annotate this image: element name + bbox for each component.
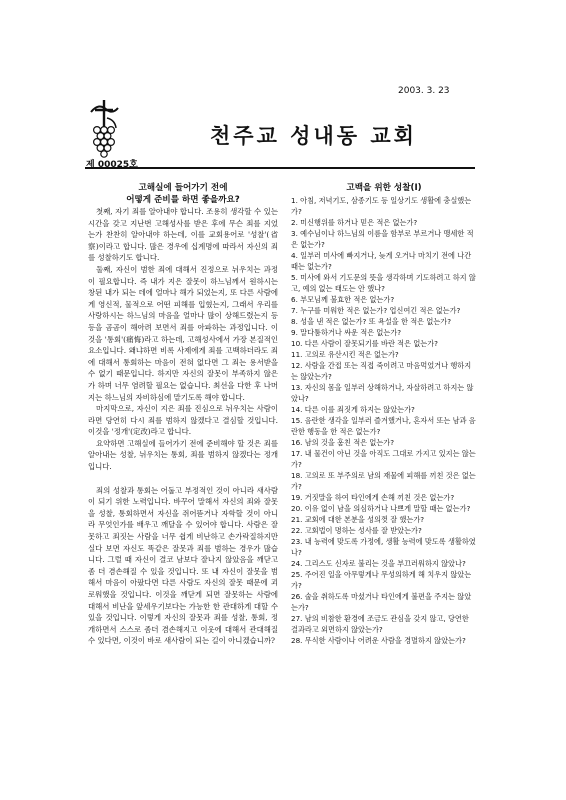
list-item: 17. 내 물건이 아닌 것을 아직도 그대로 가지고 있지는 않는가?	[291, 449, 476, 469]
left-heading-line2: 어떻게 준비를 하면 좋을까요?	[126, 195, 240, 205]
list-item: 24. 그리스도 신자로 불리는 것을 부끄러워하지 않았나?	[291, 559, 466, 568]
list-item: 9. 말다툼하거나 싸운 적은 없는가?	[291, 328, 402, 337]
header-divider	[85, 167, 475, 169]
list-item: 2. 미신행위를 하거나 믿은 적은 없는가?	[291, 218, 418, 227]
list-item: 7. 누구를 미워한 적은 없는가? 업신여긴 적은 없는가?	[291, 306, 461, 315]
list-item: 13. 자신의 몸을 일부러 상해하거나, 자살하려고 하지는 않았나?	[291, 383, 474, 403]
list-item: 19. 거짓말을 하여 타인에게 손해 끼친 것은 없는가?	[291, 493, 455, 502]
list-item: 26. 술을 취하도록 마셨거나 타인에게 불편을 주지는 않았는가?	[291, 592, 472, 612]
cross-grapes-logo	[85, 98, 123, 158]
list-item: 27. 남의 비참한 환경에 조금도 관심을 갖지 않고, 당연한 결과라고 외면하지 않았는가?	[291, 614, 469, 634]
list-item: 14. 다른 이를 죄짓게 하지는 않았는가?	[291, 405, 415, 414]
list-item: 16. 남의 것을 훔친 적은 없는가?	[291, 438, 395, 447]
list-item: 25. 주어진 일을 아무렇게나 무성의하게 해 치우지 않았는가?	[291, 570, 472, 590]
right-column	[291, 182, 477, 646]
list-item: 6. 부모님께 불효한 적은 없는가?	[291, 295, 395, 304]
list-item: 11. 고의로 유산시킨 적은 없는가?	[291, 350, 399, 359]
list-item: 20. 이유 없이 남을 의심하거나 나쁘게 말할 때는 없는가?	[291, 504, 471, 513]
paragraph-resolution: 마지막으로, 자신이 지은 죄를 진심으로 뉘우치는 사람이라면 당연히 다시 죄를 범하지 않겠다고 결심할 것입니다. 이것을 '정개'(定改)라고 합니다.	[88, 404, 278, 437]
bulletin-date: 2003. 3. 23	[398, 86, 450, 96]
list-item: 23. 내 능력에 맞도록 가정에, 생활 능력에 맞도록 생활하였나?	[291, 537, 476, 557]
paragraph-summary: 요약하면 고해실에 들어가기 전에 준비해야 할 것은 죄를 알아내는 성찰, 뉘우치는 통회, 죄를 범하지 않겠다는 정개입니다.	[88, 438, 278, 472]
list-item: 28. 무식한 사람이나 어려운 사람을 경멸하지 않았는가?	[291, 636, 466, 645]
list-item: 5. 미사에 와서 기도문의 뜻을 생각하며 기도하려고 하지 않고, 예의 없는 태도는 안 했나?	[291, 273, 476, 293]
left-heading-line1: 고해실에 들어가기 전에	[138, 183, 228, 193]
paragraph-new-person: 죄의 성찰과 통회는 어둡고 부정적인 것이 아니라 새사람이 되기 위한 노력입니다. 바꾸어 말해서 자신의 죄와 잘못을 성찰, 통회하면서 자신을 쥐어뜯거나 자학할 것이 아니라 무엇인가를 배우고 깨달을 수 있어야 합니다. 사람은 잘못하고 죄짓는 사람을 너무 쉽게 비난하고 손가락질하지만 실다 보면 자신도 똑같은 잘못과 죄를 범하는 경우가 많습니다. 그럴 때 자신이 결코 남보다 잘나지 않았음을 깨닫고 좀 더 겸손해질 수 있을 것입니다. 또 내 자신이 잘못을 범해서 마음이 아팠다면 다른 사람도 자신의 잘못 때문에 괴로워했을 것입니다. 이것을 깨닫게 되면 잘못하는 사람에 대해서 비난을 앞세우기보다는 가능한 한 관대하게 대할 수 있을 것입니다. 이렇게 자신의 잘못과 죄를 성찰, 통회, 정개하면서 스스로 좀더 겸손해지고 이웃에 대해서 관대해질 수 있다면, 이것이 바로 새사람이 되는 길이 아니겠습니까?	[88, 485, 278, 646]
list-item: 18. 고의로 또 부주의로 남의 재물에 피해를 끼친 것은 없는가?	[291, 471, 476, 491]
list-item: 15. 음란한 생각을 일부러 즐겨했거나, 혼자서 또는 남과 음란한 행동을 한 적은 없는가?	[291, 416, 476, 436]
church-name-title: 천주교 성내동 교회	[210, 124, 417, 148]
list-item: 8. 성을 낸 적은 없는가? 또 욕설을 한 적은 없는가?	[291, 317, 452, 326]
list-item: 4. 일부러 미사에 빠지거나, 늦게 오거나 마치기 전에 나간 때는 없는가?	[291, 251, 472, 271]
left-column	[88, 182, 278, 647]
list-item: 3. 예수님이나 하느님의 이름을 함부로 부르거나 맹세한 적은 없는가?	[291, 229, 474, 249]
list-item: 22. 고회법이 명하는 성사를 잘 받았는가?	[291, 526, 422, 535]
list-item: 12. 사람을 간접 또는 직접 죽이려고 마음먹었거나 행하지는 않았는가?	[291, 361, 472, 381]
right-heading: 고백을 위한 성찰(Ⅰ)	[346, 183, 422, 193]
examination-list	[291, 195, 477, 646]
paragraph-examination: 첫째, 자기 죄를 알아내야 합니다. 조용히 생각할 수 있는 시간을 갖고 지난번 고해성사를 받은 후에 무슨 죄를 지었는가 찬찬히 알아내야 하는데, 이를 교회용어로 '성찰'(省察)이라고 합니다. 많은 경우에 십계명에 따라서 자신의 죄를 성찰하기도 합니다.	[88, 207, 278, 263]
list-item: 1. 아침, 저녁기도, 삼종기도 등 일상기도 생활에 충실했는가?	[291, 196, 472, 216]
list-item: 10. 다른 사람이 잘못되기를 바란 적은 없는가?	[291, 339, 438, 348]
paragraph-contrition: 둘째, 자신이 범한 죄에 대해서 진정으로 뉘우치는 과정이 필요합니다. 즉 내가 지은 잘못이 하느님께서 원하시는 창된 내가 되는 데에 얼마나 해가 되었는지, 또 다른 사람에게 영신적, 물적으로 어떤 피해를 입혔는지, 그래서 우리를 사랑하시는 하느님의 마음을 얼마나 많이 상해드렸는지 등등을 곰곰이 해아려 보면서 죄를 아파하는 과정입니다. 이것을 '통회'(痛悔)라고 하는데, 고해성사에서 가장 본질적인 요소입니다. 왜냐하면 비록 사제에게 죄를 고백하더라도 죄에 대해서 통회하는 마음이 전혀 없다면 그 죄는 용서받을 수 없기 때문입니다. 하지만 자신의 잘못이 부족하지 않은가 하며 너무 염려할 필요는 없습니다. 최선을 다한 후 나머지는 하느님의 자비하심에 맡기도록 해야 합니다.	[88, 264, 278, 402]
issue-number: 제 00025호	[86, 160, 138, 170]
list-item: 21. 교회에 대한 본분을 성의껏 잘 했는가?	[291, 515, 425, 524]
